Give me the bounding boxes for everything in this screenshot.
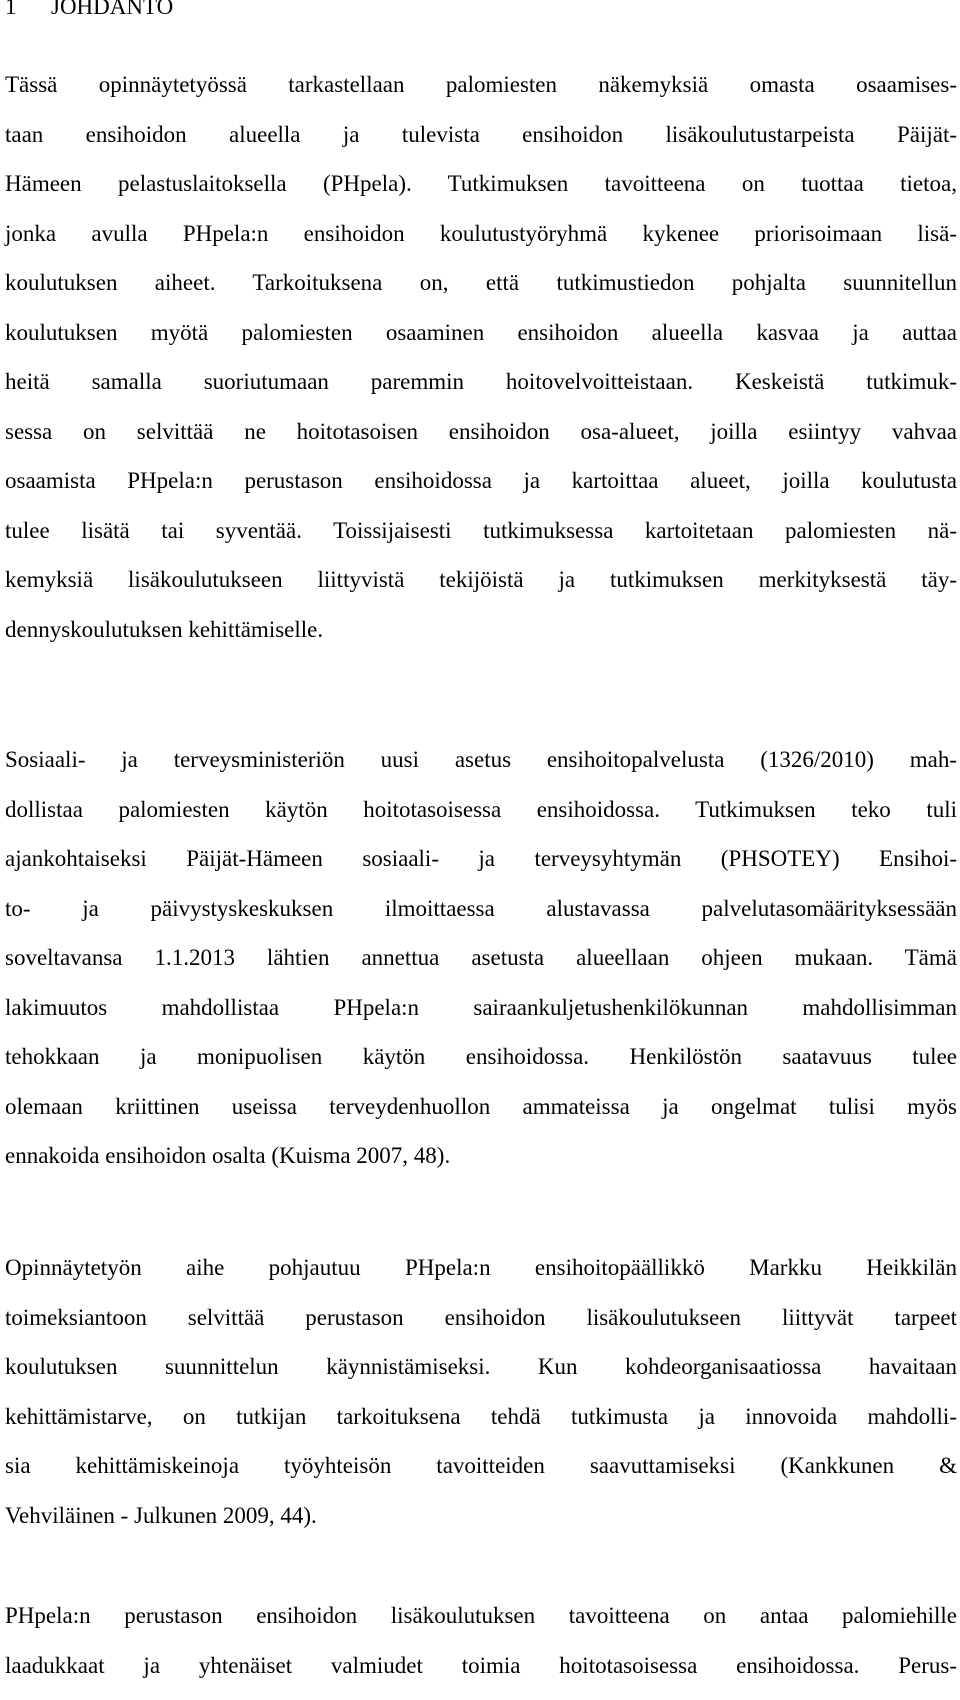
paragraph-4 [5,1601,957,1700]
text-line: jonka avulla PHpela:n ensihoidon koulutustyöryhmä kykenee priorisoimaan lisä- [5,219,957,269]
text-line: taan ensihoidon alueella ja tulevista ensihoidon lisäkoulutustarpeista Päijät- [5,120,957,170]
section-heading [5,0,173,22]
text-line: koulutuksen suunnittelun käynnistämiseksi. Kun kohdeorganisaatiossa havaitaan [5,1352,957,1402]
text-line: lakimuutos mahdollistaa PHpela:n sairaankuljetushenkilökunnan mahdollisimman [5,993,957,1043]
text-line: koulutuksen aiheet. Tarkoituksena on, että tutkimustiedon pohjalta suunnitellun [5,268,957,318]
text-line: olemaan kriittinen useissa terveydenhuollon ammateissa ja ongelmat tulisi myös [5,1092,957,1142]
text-line: sia kehittämiskeinoja työyhteisön tavoitteiden saavuttamiseksi (Kankkunen & [5,1451,957,1501]
section-number: 1 [5,0,51,22]
text-line: osaamista PHpela:n perustason ensihoidossa ja kartoittaa alueet, joilla koulutusta [5,466,957,516]
text-line: Vehviläinen - Julkunen 2009, 44). [5,1501,957,1551]
text-line: to- ja päivystyskeskuksen ilmoittaessa alustavassa palvelutasomäärityksessään [5,894,957,944]
text-line: Hämeen pelastuslaitoksella (PHpela). Tutkimuksen tavoitteena on tuottaa tietoa, [5,169,957,219]
section-title: JOHDANTO [51,0,173,19]
text-line: sessa on selvittää ne hoitotasoisen ensihoidon osa-alueet, joilla esiintyy vahvaa [5,417,957,467]
text-line: toimeksiantoon selvittää perustason ensihoidon lisäkoulutukseen liittyvät tarpeet [5,1303,957,1353]
text-line: ennakoida ensihoidon osalta (Kuisma 2007, 48). [5,1141,957,1191]
text-line: PHpela:n perustason ensihoidon lisäkoulutuksen tavoitteena on antaa palomiehille [5,1601,957,1651]
text-line: Opinnäytetyön aihe pohjautuu PHpela:n ensihoitopäällikkö Markku Heikkilän [5,1253,957,1303]
paragraph-1 [5,70,957,664]
text-line: dollistaa palomiesten käytön hoitotasoisessa ensihoidossa. Tutkimuksen teko tuli [5,795,957,845]
text-line: Sosiaali- ja terveysministeriön uusi asetus ensihoitopalvelusta (1326/2010) mah- [5,745,957,795]
text-line: soveltavansa 1.1.2013 lähtien annettua asetusta alueellaan ohjeen mukaan. Tämä [5,943,957,993]
text-line: koulutuksen myötä palomiesten osaaminen ensihoidon alueella kasvaa ja auttaa [5,318,957,368]
text-line: kehittämistarve, on tutkijan tarkoituksena tehdä tutkimusta ja innovoida mahdolli- [5,1402,957,1452]
text-line: ajankohtaiseksi Päijät-Hämeen sosiaali- ja terveysyhtymän (PHSOTEY) Ensihoi- [5,844,957,894]
text-line: tulee lisätä tai syventää. Toissijaisesti tutkimuksessa kartoitetaan palomiesten nä- [5,516,957,566]
text-line: dennyskoulutuksen kehittämiselle. [5,615,957,665]
paragraph-3 [5,1253,957,1550]
text-line: laadukkaat ja yhtenäiset valmiudet toimia hoitotasoisessa ensihoidossa. Perus- [5,1651,957,1700]
text-line: kemyksiä lisäkoulutukseen liittyvistä tekijöistä ja tutkimuksen merkityksestä täy- [5,565,957,615]
text-line: heitä samalla suoriutumaan paremmin hoitovelvoitteistaan. Keskeistä tutkimuk- [5,367,957,417]
text-line: Tässä opinnäytetyössä tarkastellaan palomiesten näkemyksiä omasta osaamises- [5,70,957,120]
text-line: tehokkaan ja monipuolisen käytön ensihoidossa. Henkilöstön saatavuus tulee [5,1042,957,1092]
paragraph-2 [5,745,957,1191]
